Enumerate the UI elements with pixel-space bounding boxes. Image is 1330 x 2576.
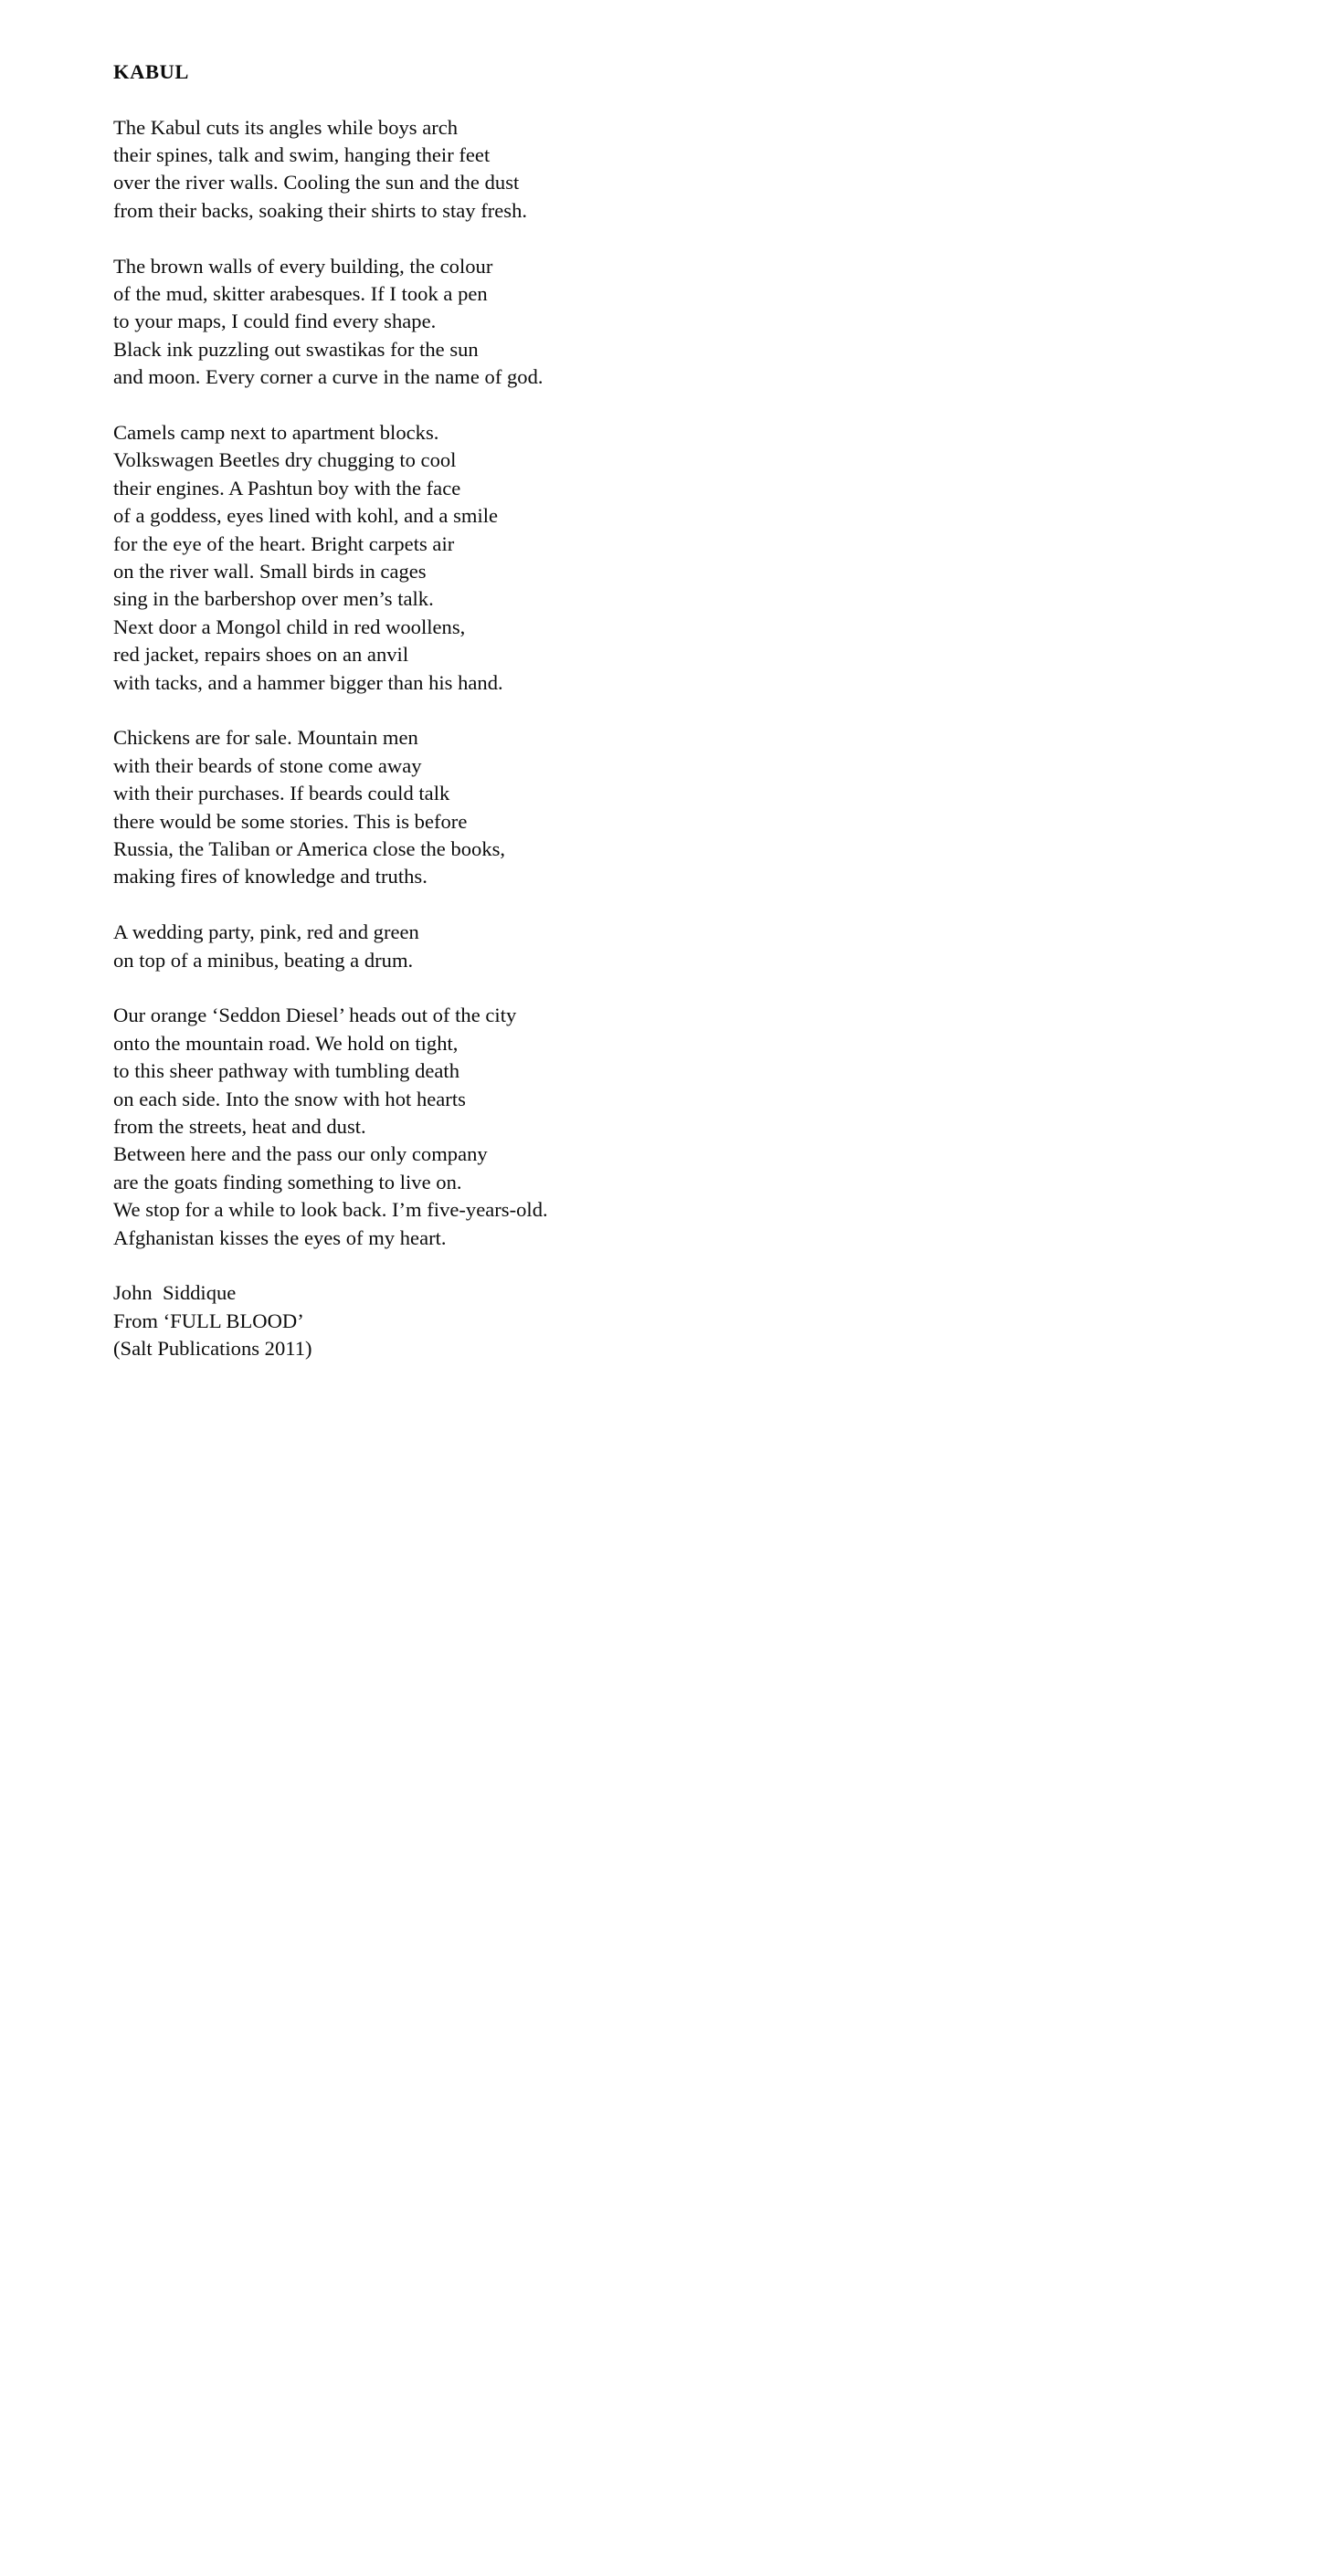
poem-line: Between here and the pass our only company <box>113 1142 488 1166</box>
poem-line: to this sheer pathway with tumbling death <box>113 1059 460 1083</box>
poem-line: sing in the barbershop over men’s talk. <box>113 587 434 611</box>
poem-line: are the goats finding something to live on. <box>113 1170 462 1193</box>
poem-line: for the eye of the heart. Bright carpets air <box>113 531 455 555</box>
stanza-spacer <box>113 974 680 1002</box>
stanza-spacer <box>113 392 680 419</box>
poem-line: with tacks, and a hammer bigger than his hand. <box>113 670 503 694</box>
poem-line: on each side. Into the snow with hot hearts <box>113 1087 466 1110</box>
title-spacer <box>113 83 680 114</box>
poem-line: there would be some stories. This is before <box>113 809 468 833</box>
poem-line: on top of a minibus, beating a drum. <box>113 948 414 972</box>
poem-line: from the streets, heat and dust. <box>113 1115 366 1139</box>
poem-line: Russia, the Taliban or America close the books, <box>113 837 506 861</box>
poem-line: Camels camp next to apartment blocks. <box>113 420 439 444</box>
poem-line: making fires of knowledge and truths. <box>113 865 428 888</box>
poem-line: A wedding party, pink, red and green <box>113 920 419 944</box>
credits-block <box>113 1279 680 1362</box>
publisher-line: (Salt Publications 2011) <box>113 1337 312 1361</box>
poem-line: of the mud, skitter arabesques. If I took a pen <box>113 281 488 305</box>
poem-line: on the river wall. Small birds in cages <box>113 559 427 583</box>
poem-line: Our orange ‘Seddon Diesel’ heads out of the city <box>113 1004 517 1027</box>
poem-line: their engines. A Pashtun boy with the face <box>113 476 461 499</box>
poem-line: to your maps, I could find every shape. <box>113 310 437 333</box>
stanza-3 <box>113 419 680 697</box>
poem-line: from their backs, soaking their shirts to stay fresh. <box>113 198 528 222</box>
poem-line: onto the mountain road. We hold on tight, <box>113 1031 459 1055</box>
poem-line: The Kabul cuts its angles while boys arch <box>113 115 459 139</box>
poem-body <box>113 62 680 1363</box>
poem-line: with their purchases. If beards could talk <box>113 782 450 805</box>
poem-line: Chickens are for sale. Mountain men <box>113 726 418 750</box>
stanza-4 <box>113 724 680 890</box>
poem-line: with their beards of stone come away <box>113 753 422 777</box>
source-collection: From ‘FULL BLOOD’ <box>113 1309 304 1332</box>
poem-line: Next door a Mongol child in red woollens, <box>113 615 466 638</box>
poem-line: Volkswagen Beetles dry chugging to cool <box>113 448 457 472</box>
stanza-1 <box>113 114 680 226</box>
poem-line: Black ink puzzling out swastikas for the sun <box>113 337 479 361</box>
stanza-spacer <box>113 225 680 252</box>
poem-line: We stop for a while to look back. I’m five-years-old. <box>113 1198 548 1222</box>
poem-line: their spines, talk and swim, hanging their feet <box>113 142 491 166</box>
poem-line: The brown walls of every building, the colour <box>113 254 493 278</box>
stanza-2 <box>113 253 680 392</box>
poem-line: red jacket, repairs shoes on an anvil <box>113 643 409 667</box>
poem-line: of a goddess, eyes lined with kohl, and a smile <box>113 504 499 528</box>
stanza-spacer <box>113 697 680 724</box>
stanza-spacer <box>113 1252 680 1279</box>
author-name: John Siddique <box>113 1281 237 1305</box>
stanza-spacer <box>113 891 680 919</box>
page-title: KABUL <box>113 60 190 83</box>
poem-line: Afghanistan kisses the eyes of my heart. <box>113 1225 447 1249</box>
stanza-5 <box>113 919 680 974</box>
poem-line: and moon. Every corner a curve in the name of god. <box>113 365 544 389</box>
poem-line: over the river walls. Cooling the sun and the dust <box>113 171 520 195</box>
stanza-6 <box>113 1002 680 1252</box>
